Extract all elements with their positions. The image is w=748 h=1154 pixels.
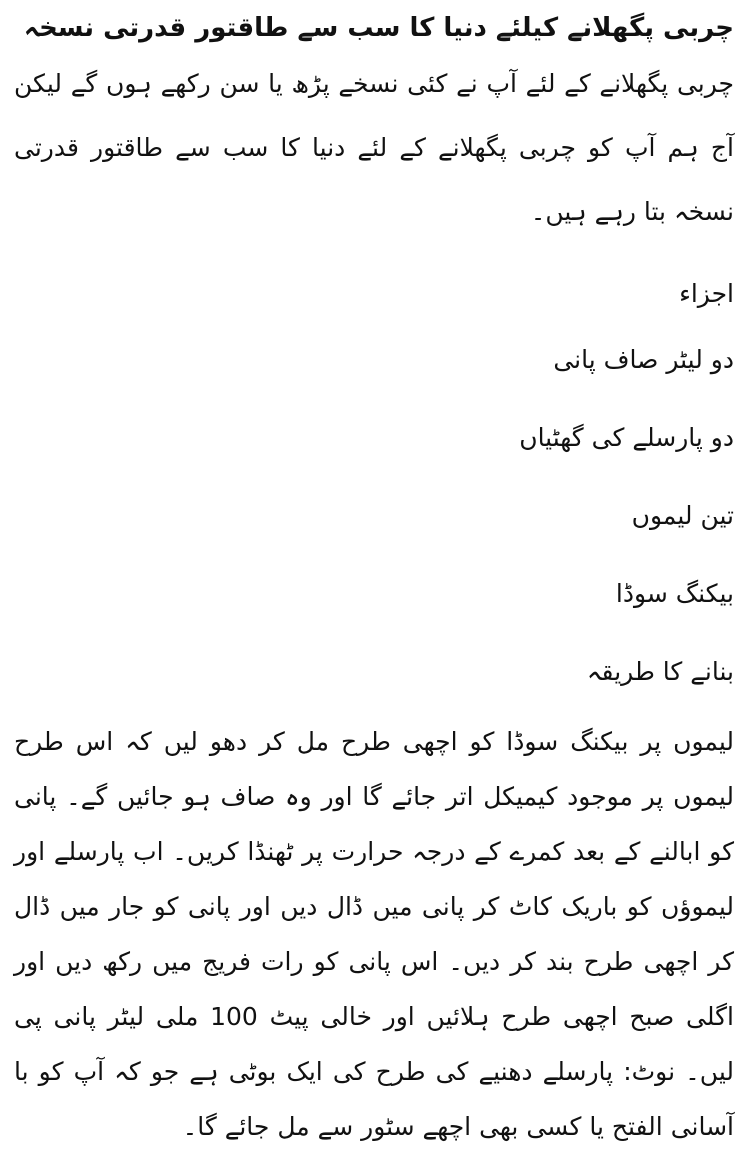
method-paragraph: لیموں پر بیکنگ سوڈا کو اچھی طرح مل کر دھو لیں کہ اس طرح لیموں پر موجود کیمیکل اتر جائے گا اور وہ صاف ہو جائیں گے۔ پانی کو ابالنے کے بعد کمرے کے درجہ حرارت پر ٹھنڈا کریں۔ اب پارسلے اور لیموؤں کو باریک کاٹ کر پانی میں ڈال دیں اور پانی کو جار میں ڈال کر اچھی طرح بند کر دیں۔ اس پانی کو رات فریج میں رکھ دیں اور اگلی صبح اچھی طرح ہلائیں اور خالی پیٹ 100 ملی لیٹر پانی پی لیں۔ نوٹ: پارسلے دھنیے کی طرح کی ایک بوٹی ہے جو کہ آپ کو با آسانی الفتح یا کسی بھی اچھے سٹور سے مل جائے گا۔ [14, 727, 734, 1141]
intro-paragraph: چربی پگھلانے کے لئے آپ نے کئی نسخے پڑھ یا سن رکھے ہوں گے لیکن آج ہم آپ کو چربی پگھلانے کے لئے دنیا کا سب سے طاقتور قدرتی نسخہ بتا رہے ہیں۔ [14, 69, 734, 226]
article-title: چربی پگھلانے کیلئے دنیا کا سب سے طاقتور قدرتی نسخہ [23, 13, 734, 43]
ingredient-item: بیکنگ سوڈا [615, 579, 734, 608]
ingredient-item: تین لیموں [631, 501, 734, 530]
ingredients-heading: اجزاء [679, 279, 734, 308]
ingredient-item: دو لیٹر صاف پانی [553, 345, 734, 374]
ingredient-item: دو پارسلے کی گھٹیاں [519, 423, 734, 452]
method-heading: بنانے کا طریقہ [586, 657, 734, 686]
